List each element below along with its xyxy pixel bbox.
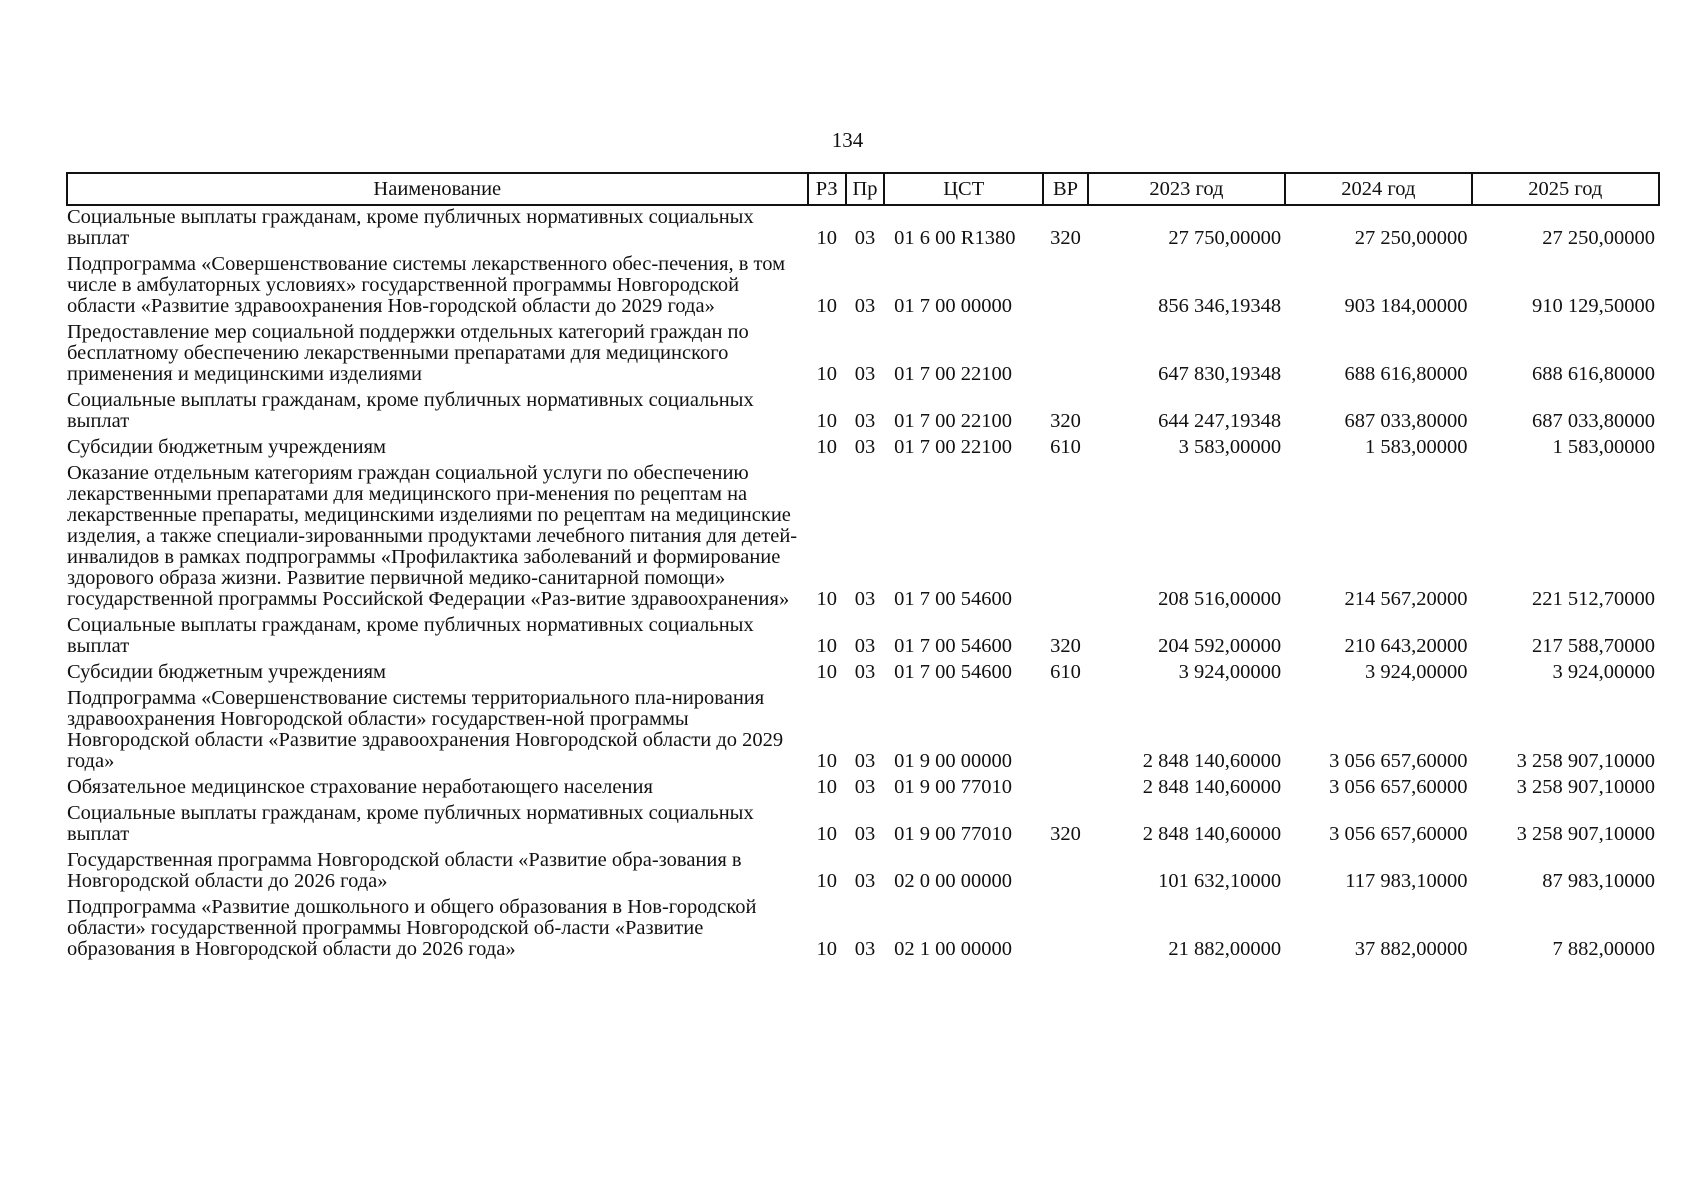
row-name: Субсидии бюджетным учреждениям bbox=[67, 436, 387, 458]
row-vr bbox=[1043, 321, 1087, 389]
row-rz: 10 bbox=[816, 227, 837, 249]
row-name: Социальные выплаты гражданам, кроме публичных нормативных социальных выплат bbox=[67, 389, 754, 432]
row-2023: 21 882,00000 bbox=[1168, 938, 1282, 960]
row-rz: 10 bbox=[816, 938, 837, 960]
table-row bbox=[67, 687, 1659, 776]
row-cst: 01 9 00 77010 bbox=[894, 776, 1013, 798]
row-name: Оказание отдельным категориям граждан социальной услуги по обеспечению лекарственными препаратами для медицинского при-менения по рецептам на лекарственные препараты, медицинскими изделиями по рецептам на медицинские изделия, а также специали-зированными продуктами лечебного питания для детей-инвалидов в рамках подпрограммы «Профилактика заболеваний и формирование здорового образа жизни. Развитие первичной медико-санитарной помощи» государственной программы Российской Федерации «Раз-витие здравоохранения» bbox=[67, 462, 798, 610]
row-pr: 03 bbox=[854, 588, 876, 610]
row-name: Предоставление мер социальной поддержки отдельных категорий граждан по бесплатному обеспечению лекарственными препаратами для медицинского применения и медицинскими изделиями bbox=[67, 321, 749, 385]
row-vr: 610 bbox=[1050, 436, 1081, 458]
row-vr bbox=[1043, 896, 1087, 964]
row-2023: 208 516,00000 bbox=[1158, 588, 1282, 610]
header-cst: ЦСТ bbox=[884, 173, 1043, 205]
table-header-row bbox=[67, 173, 1659, 205]
row-pr: 03 bbox=[854, 410, 876, 432]
row-vr bbox=[1043, 776, 1087, 802]
row-cst: 01 7 00 54600 bbox=[894, 661, 1013, 683]
row-name: Подпрограмма «Развитие дошкольного и общего образования в Нов-городской области» государственной программы Новгородской об-ласти «Развитие образования в Новгородской области до 2026 года» bbox=[67, 896, 757, 960]
header-name: Наименование bbox=[67, 173, 808, 205]
row-2023: 2 848 140,60000 bbox=[1142, 823, 1282, 845]
row-cst: 01 7 00 22100 bbox=[894, 436, 1013, 458]
table-row bbox=[67, 205, 1659, 253]
row-2024: 3 924,00000 bbox=[1365, 661, 1468, 683]
table-row bbox=[67, 776, 1659, 802]
row-rz: 10 bbox=[816, 776, 837, 798]
row-pr: 03 bbox=[854, 436, 876, 458]
row-cst: 01 7 00 22100 bbox=[894, 410, 1013, 432]
table-row bbox=[67, 321, 1659, 389]
row-2023: 27 750,00000 bbox=[1168, 227, 1282, 249]
table-row bbox=[67, 896, 1659, 964]
row-2024: 3 056 657,60000 bbox=[1329, 776, 1468, 798]
row-pr: 03 bbox=[854, 363, 876, 385]
row-rz: 10 bbox=[816, 295, 837, 317]
row-cst: 01 7 00 54600 bbox=[894, 588, 1013, 610]
row-2023: 2 848 140,60000 bbox=[1142, 750, 1282, 772]
header-2025: 2025 год bbox=[1472, 173, 1659, 205]
row-name: Субсидии бюджетным учреждениям bbox=[67, 661, 387, 683]
row-pr: 03 bbox=[854, 776, 876, 798]
row-2025: 3 258 907,10000 bbox=[1516, 823, 1655, 845]
row-cst: 02 1 00 00000 bbox=[894, 938, 1013, 960]
row-name: Социальные выплаты гражданам, кроме публичных нормативных социальных выплат bbox=[67, 802, 754, 845]
row-2025: 3 924,00000 bbox=[1552, 661, 1655, 683]
row-2023: 3 583,00000 bbox=[1178, 436, 1282, 458]
table-row bbox=[67, 253, 1659, 321]
row-rz: 10 bbox=[816, 436, 837, 458]
row-name: Подпрограмма «Совершенствование системы территориального пла-нирования здравоохранения Новгородской области» государствен-ной программы Новгородской области «Развитие здравоохранения Новгородской области до 2029 года» bbox=[67, 687, 784, 772]
row-vr: 320 bbox=[1050, 410, 1081, 432]
row-2024: 1 583,00000 bbox=[1365, 436, 1468, 458]
header-2024: 2024 год bbox=[1285, 173, 1471, 205]
row-rz: 10 bbox=[816, 870, 837, 892]
row-pr: 03 bbox=[854, 938, 876, 960]
row-rz: 10 bbox=[816, 635, 837, 657]
row-name: Обязательное медицинское страхование неработающего населения bbox=[67, 776, 653, 798]
row-name: Социальные выплаты гражданам, кроме публичных нормативных социальных выплат bbox=[67, 206, 754, 249]
row-2025: 217 588,70000 bbox=[1532, 635, 1655, 657]
row-2025: 7 882,00000 bbox=[1552, 938, 1655, 960]
row-cst: 01 7 00 54600 bbox=[894, 635, 1013, 657]
row-vr: 320 bbox=[1050, 227, 1081, 249]
row-2025: 1 583,00000 bbox=[1552, 436, 1655, 458]
row-2023: 647 830,19348 bbox=[1158, 363, 1282, 385]
row-pr: 03 bbox=[854, 750, 876, 772]
row-rz: 10 bbox=[816, 823, 837, 845]
row-2025: 688 616,80000 bbox=[1532, 363, 1655, 385]
row-2024: 117 983,10000 bbox=[1345, 870, 1468, 892]
row-vr: 610 bbox=[1050, 661, 1081, 683]
row-rz: 10 bbox=[816, 750, 837, 772]
table-row bbox=[67, 462, 1659, 614]
row-2023: 3 924,00000 bbox=[1178, 661, 1282, 683]
header-rz: РЗ bbox=[808, 173, 846, 205]
row-2023: 204 592,00000 bbox=[1158, 635, 1282, 657]
row-rz: 10 bbox=[816, 363, 837, 385]
row-2025: 3 258 907,10000 bbox=[1516, 750, 1655, 772]
row-2024: 27 250,00000 bbox=[1354, 227, 1468, 249]
row-pr: 03 bbox=[854, 823, 876, 845]
row-2024: 688 616,80000 bbox=[1344, 363, 1468, 385]
table-row bbox=[67, 661, 1659, 687]
row-pr: 03 bbox=[854, 635, 876, 657]
budget-table bbox=[66, 172, 1660, 964]
row-2023: 856 346,19348 bbox=[1158, 295, 1282, 317]
row-2024: 3 056 657,60000 bbox=[1329, 823, 1468, 845]
table-row bbox=[67, 436, 1659, 462]
row-2023: 101 632,10000 bbox=[1158, 870, 1282, 892]
row-name: Социальные выплаты гражданам, кроме публичных нормативных социальных выплат bbox=[67, 614, 754, 657]
page-number: 134 bbox=[831, 128, 864, 152]
row-vr bbox=[1043, 849, 1087, 896]
row-cst: 01 7 00 22100 bbox=[894, 363, 1013, 385]
table-row bbox=[67, 389, 1659, 436]
row-cst: 02 0 00 00000 bbox=[894, 870, 1013, 892]
row-2025: 87 983,10000 bbox=[1542, 870, 1655, 892]
header-pr: Пр bbox=[846, 173, 884, 205]
table-row bbox=[67, 614, 1659, 661]
table-row bbox=[67, 802, 1659, 849]
row-rz: 10 bbox=[816, 661, 837, 683]
row-2024: 903 184,00000 bbox=[1344, 295, 1468, 317]
row-vr bbox=[1043, 462, 1087, 614]
row-2023: 2 848 140,60000 bbox=[1142, 776, 1282, 798]
row-2024: 3 056 657,60000 bbox=[1329, 750, 1468, 772]
header-vr: ВР bbox=[1043, 173, 1087, 205]
row-pr: 03 bbox=[854, 870, 876, 892]
table-row bbox=[67, 849, 1659, 896]
row-2025: 221 512,70000 bbox=[1532, 588, 1655, 610]
row-2024: 214 567,20000 bbox=[1344, 588, 1468, 610]
row-vr bbox=[1043, 687, 1087, 776]
row-cst: 01 9 00 00000 bbox=[894, 750, 1013, 772]
row-2024: 37 882,00000 bbox=[1354, 938, 1468, 960]
row-2024: 687 033,80000 bbox=[1344, 410, 1468, 432]
row-vr: 320 bbox=[1050, 635, 1081, 657]
row-rz: 10 bbox=[816, 410, 837, 432]
row-pr: 03 bbox=[854, 295, 876, 317]
row-2025: 910 129,50000 bbox=[1532, 295, 1655, 317]
row-vr: 320 bbox=[1050, 823, 1081, 845]
row-pr: 03 bbox=[854, 227, 876, 249]
row-rz: 10 bbox=[816, 588, 837, 610]
row-cst: 01 7 00 00000 bbox=[894, 295, 1013, 317]
row-2025: 27 250,00000 bbox=[1542, 227, 1655, 249]
row-2025: 687 033,80000 bbox=[1532, 410, 1655, 432]
row-vr bbox=[1043, 253, 1087, 321]
row-pr: 03 bbox=[854, 661, 876, 683]
row-cst: 01 9 00 77010 bbox=[894, 823, 1013, 845]
header-2023: 2023 год bbox=[1088, 173, 1285, 205]
row-cst: 01 6 00 R1380 bbox=[894, 227, 1016, 249]
row-name: Подпрограмма «Совершенствование системы лекарственного обес-печения, в том числе в амбулаторных условиях» государственной программы Новгородской области «Развитие здравоохранения Нов-городской области до 2029 года» bbox=[67, 253, 786, 317]
row-name: Государственная программа Новгородской области «Развитие обра-зования в Новгородской области до 2026 года» bbox=[67, 849, 742, 892]
row-2025: 3 258 907,10000 bbox=[1516, 776, 1655, 798]
row-2023: 644 247,19348 bbox=[1158, 410, 1282, 432]
row-2024: 210 643,20000 bbox=[1344, 635, 1468, 657]
